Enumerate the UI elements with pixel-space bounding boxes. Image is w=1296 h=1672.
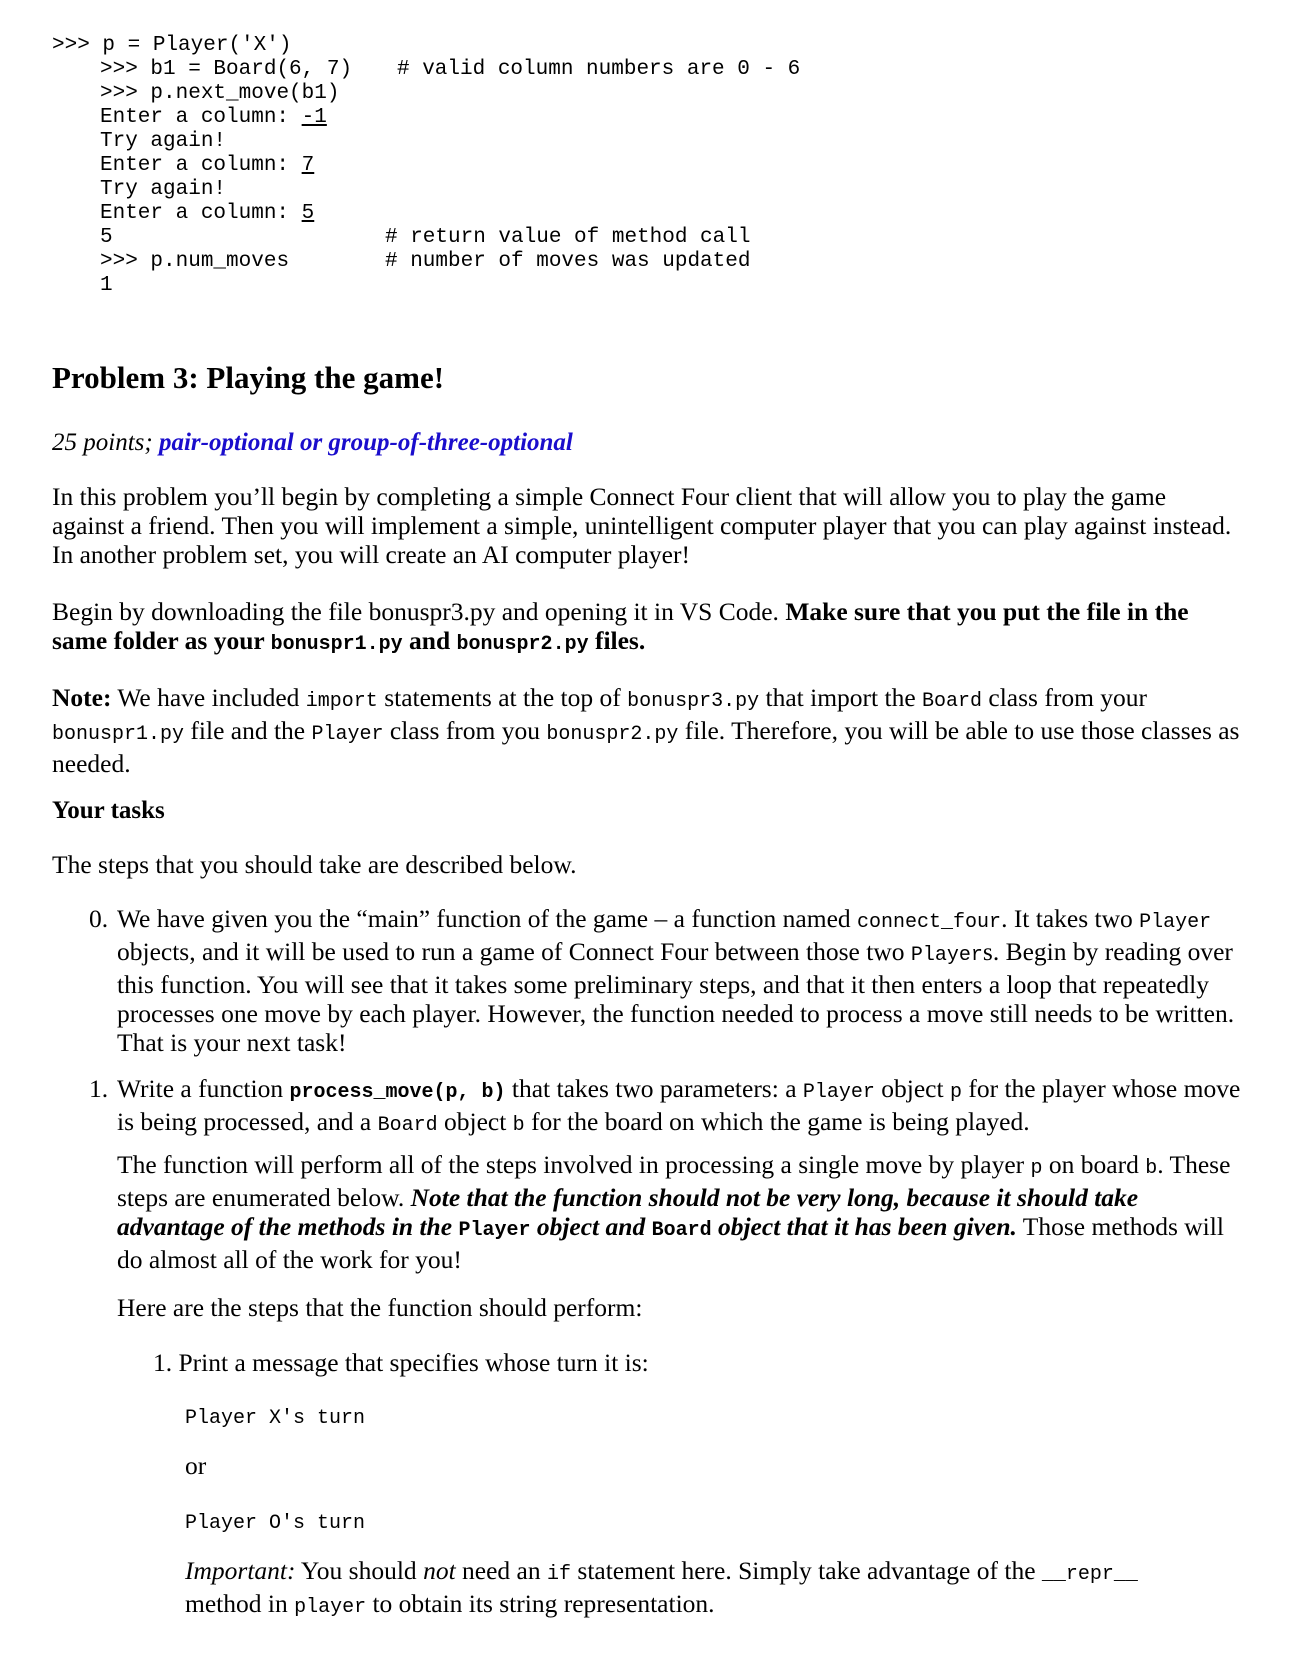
code-line: Enter a column: 7 (100, 154, 315, 177)
code-line: Enter a column: 5 (100, 202, 315, 225)
points-line: 25 points; pair-optional or group-of-three-optional (52, 429, 573, 456)
output-example-o: Player O's turn (185, 1512, 366, 1535)
perform-paragraph: The function will perform all of the steps involved in processing a single move by player p on board b. These steps are enumerated below. Note that the function should not be very long, because it should take advantage of the methods in the Player object and Board object that it has been given. Those methods will do almost all of the work for you! (117, 1150, 1231, 1274)
code-line: Try again! (100, 130, 227, 153)
code-comment: # number of moves was updated (385, 250, 751, 273)
intro-paragraph: In this problem you’ll begin by completing a simple Connect Four client that will allow you to play the game against a friend. Then you will implement a simple, unintelligent computer player that you can play against instead. In another problem set, you will create an AI computer player! (52, 482, 1232, 569)
output-example-x: Player X's turn (185, 1407, 366, 1430)
code-line: 1 (100, 274, 113, 297)
code-line: >>> p.next_move(b1) (100, 82, 340, 105)
or-text: or (185, 1451, 207, 1480)
problem-title: Problem 3: Playing the game! (52, 360, 445, 395)
note-paragraph: Note: We have included import statements at the top of bonuspr3.py that import the Board class from your bonuspr1.py file and the Player class from you bonuspr2.py file. Therefore, you will be able to use those classes as needed. (52, 683, 1240, 778)
tasks-heading: Your tasks (52, 797, 165, 824)
code-line: >>> b1 = Board(6, 7) (100, 58, 353, 81)
code-line: Enter a column: -1 (100, 106, 327, 129)
code-example (0, 0, 1296, 320)
code-line: >>> p.num_moves (100, 250, 290, 273)
steps-label: Here are the steps that the function should perform: (117, 1293, 643, 1322)
code-line: Try again! (100, 178, 227, 201)
code-line: >>> p = Player('X') (52, 34, 292, 57)
code-comment: # return value of method call (385, 226, 751, 249)
pair-optional-link[interactable]: pair-optional or group-of-three-optional (158, 429, 573, 456)
code-line: 5 (100, 226, 113, 249)
begin-paragraph: Begin by downloading the file bonuspr3.py and opening it in VS Code. Make sure that you put the file in the same folder as your bonuspr1.py and bonuspr2.py files. (52, 597, 1189, 656)
code-comment: # valid column numbers are 0 - 6 (397, 58, 801, 81)
steps-intro: The steps that you should take are described below. (52, 850, 577, 879)
important-note: Important: You should not need an if statement here. Simply take advantage of the __repr__ method in player to obtain its string representation. (185, 1556, 1138, 1619)
sub-step-1: 1. Print a message that specifies whose turn it is: (153, 1348, 649, 1377)
